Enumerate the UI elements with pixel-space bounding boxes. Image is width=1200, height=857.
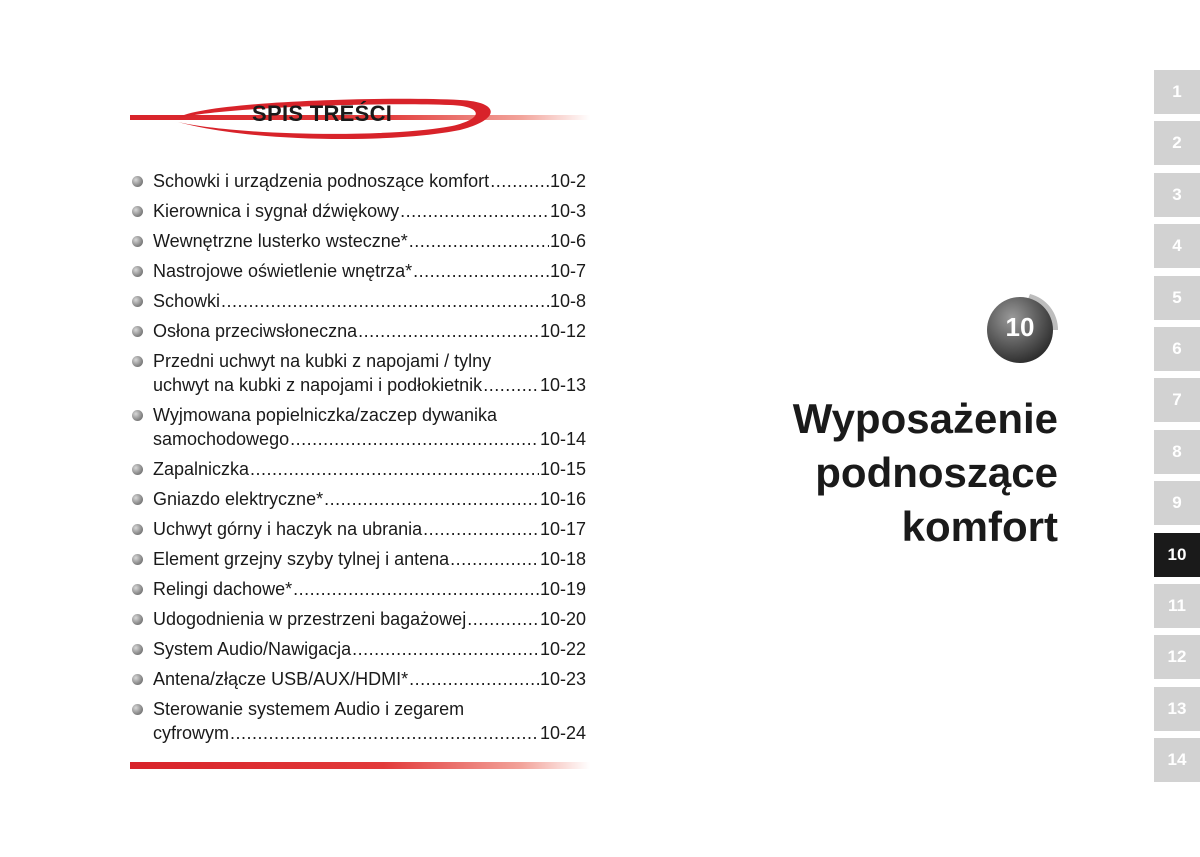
toc-entry-line [153,607,586,631]
toc-entry-text: Wyjmowana popielniczka/zaczep dywanika [153,405,498,425]
tab-chapter-14[interactable]: 14 [1154,738,1200,782]
toc-entry[interactable] [130,319,586,343]
chapter-badge [982,290,1062,370]
toc-entry-line [153,577,586,601]
toc-page-number: 10-6 [549,231,586,251]
toc-title: SPIS TREŚCI [252,101,393,126]
toc-dot-leader [352,637,539,661]
toc-entry[interactable] [130,229,586,253]
toc-entry-line [153,229,586,253]
toc-dot-leader [290,427,539,451]
tab-chapter-5[interactable]: 5 [1154,276,1200,320]
tab-chapter-11[interactable]: 11 [1154,584,1200,628]
tab-chapter-3[interactable]: 3 [1154,173,1200,217]
toc-entry-line [153,517,586,541]
tab-chapter-2[interactable]: 2 [1154,121,1200,165]
toc-page-number: 10-8 [549,291,586,311]
toc-entry[interactable] [130,487,586,511]
bullet-icon [132,356,143,367]
bullet-icon [132,614,143,625]
toc-entry-text: Gniazdo elektryczne* [153,489,324,509]
toc-entry-line [153,199,586,223]
toc-page-number: 10-7 [549,261,586,281]
toc-dot-leader [483,373,539,397]
toc-entry-line [153,637,586,661]
bullet-icon [132,644,143,655]
toc-entry[interactable] [130,169,586,193]
toc-entry-line [153,259,586,283]
toc-entry-text: Zapalniczka [153,459,250,479]
tab-chapter-4[interactable]: 4 [1154,224,1200,268]
toc-header [130,96,590,146]
toc-entry-text: Antena/złącze USB/AUX/HDMI* [153,669,409,689]
toc-entry[interactable] [130,199,586,223]
toc-entry[interactable] [130,457,586,481]
toc-entry[interactable] [130,607,586,631]
bullet-icon [132,266,143,277]
toc-page-number: 10-3 [549,201,586,221]
toc-page-number: 10-13 [539,375,586,395]
toc-entry-text: System Audio/Nawigacja [153,639,352,659]
toc-dot-leader [293,577,539,601]
toc-entry-text: Element grzejny szyby tylnej i antena [153,549,450,569]
toc-entry[interactable] [130,697,586,745]
toc-entry-text: Uchwyt górny i haczyk na ubrania [153,519,423,539]
toc-entry[interactable] [130,577,586,601]
bullet-icon [132,464,143,475]
toc-dot-leader [423,517,539,541]
bullet-icon [132,554,143,565]
toc-entry-text: Przedni uchwyt na kubki z napojami / tylny [153,351,492,371]
toc-entry-text: Osłona przeciwsłoneczna [153,321,358,341]
toc-dot-leader [324,487,539,511]
toc-page-number: 10-20 [539,609,586,629]
toc-page-number: 10-22 [539,639,586,659]
toc-dot-leader [413,259,549,283]
toc-entry-text: Wewnętrzne lusterko wsteczne* [153,231,408,251]
toc-dot-leader [250,457,539,481]
bullet-icon [132,410,143,421]
toc-dot-leader [409,667,539,691]
tab-chapter-8[interactable]: 8 [1154,430,1200,474]
toc-dot-leader [490,169,549,193]
toc-entry-line [153,427,586,451]
toc-entry-line [153,289,586,313]
tab-chapter-1[interactable]: 1 [1154,70,1200,114]
toc-dot-leader [358,319,539,343]
toc-entry[interactable] [130,547,586,571]
toc-entry[interactable] [130,403,586,451]
bullet-icon [132,704,143,715]
toc-entry-line [153,457,586,481]
tab-chapter-6[interactable]: 6 [1154,327,1200,371]
toc-page-number: 10-17 [539,519,586,539]
toc-entry-text: Schowki i urządzenia podnoszące komfort [153,171,490,191]
bullet-icon [132,206,143,217]
footer-red-bar [130,762,590,769]
toc-entry-line [153,721,586,745]
tab-chapter-7[interactable]: 7 [1154,378,1200,422]
bullet-icon [132,584,143,595]
bullet-icon [132,176,143,187]
toc-entry-text: Nastrojowe oświetlenie wnętrza* [153,261,413,281]
toc-entry[interactable] [130,289,586,313]
toc-dot-leader [409,229,549,253]
toc-entry-line [153,547,586,571]
bullet-icon [132,524,143,535]
chapter-title-line: komfort [901,503,1058,550]
toc-entry-text: uchwyt na kubki z napojami i podłokietnik [153,375,483,395]
toc-entry-line [153,349,586,373]
toc-entry[interactable] [130,259,586,283]
bullet-icon [132,494,143,505]
toc-entry-line [153,667,586,691]
toc-entry-text: samochodowego [153,429,290,449]
toc-entry-line [153,403,586,427]
chapter-title-line: podnoszące [815,449,1058,496]
toc-entry[interactable] [130,667,586,691]
toc-entry-text: Udogodnienia w przestrzeni bagażowej [153,609,467,629]
toc-page-number: 10-24 [539,723,586,743]
toc-page-number: 10-19 [539,579,586,599]
chapter-title-line: Wyposażenie [792,395,1058,442]
bullet-icon [132,236,143,247]
tab-chapter-12[interactable]: 12 [1154,635,1200,679]
toc-entry-text: Sterowanie systemem Audio i zegarem [153,699,465,719]
toc-page-number: 10-15 [539,459,586,479]
toc-dot-leader [450,547,539,571]
toc-dot-leader [230,721,539,745]
toc-dot-leader [467,607,539,631]
toc-entry-text: Relingi dachowe* [153,579,293,599]
tab-chapter-9[interactable]: 9 [1154,481,1200,525]
toc-entry-line [153,169,586,193]
toc-entry[interactable] [130,517,586,541]
toc-page-number: 10-14 [539,429,586,449]
toc-entry[interactable] [130,349,586,397]
toc-entry[interactable] [130,637,586,661]
tab-chapter-13[interactable]: 13 [1154,687,1200,731]
toc-entry-line [153,487,586,511]
chapter-number: 10 [1005,312,1035,342]
toc-dot-leader [221,289,549,313]
toc-entry-text: Schowki [153,291,221,311]
toc-page-number: 10-12 [539,321,586,341]
toc-entry-line [153,319,586,343]
bullet-icon [132,326,143,337]
toc-page-number: 10-16 [539,489,586,509]
toc-dot-leader [400,199,549,223]
table-of-contents [130,169,586,751]
toc-page-number: 10-23 [539,669,586,689]
toc-page-number: 10-18 [539,549,586,569]
bullet-icon [132,296,143,307]
toc-entry-line [153,697,586,721]
toc-entry-text: Kierownica i sygnał dźwiękowy [153,201,400,221]
tab-chapter-10[interactable]: 10 [1154,533,1200,577]
toc-page-number: 10-2 [549,171,586,191]
bullet-icon [132,674,143,685]
toc-entry-text: cyfrowym [153,723,229,743]
toc-entry-line [153,373,586,397]
chapter-title [793,392,1058,554]
